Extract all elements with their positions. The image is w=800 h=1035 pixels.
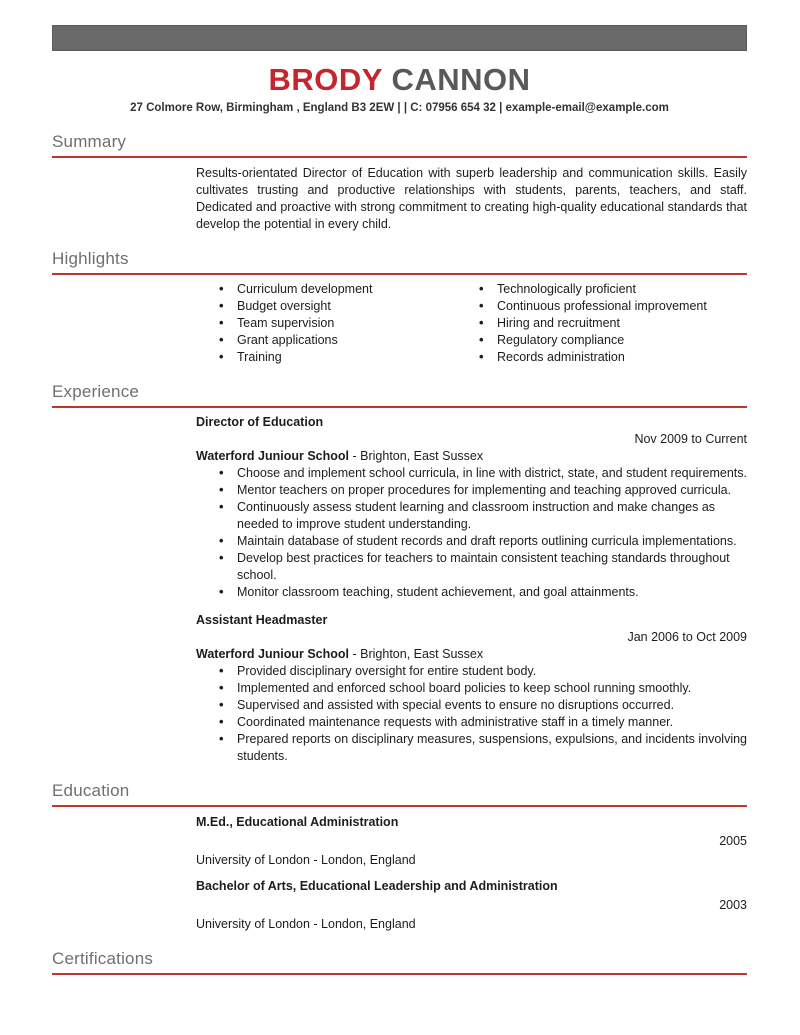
highlight-item: • Training bbox=[196, 349, 456, 366]
section-certifications bbox=[52, 948, 747, 975]
candidate-last-name: CANNON bbox=[391, 62, 531, 97]
summary-body bbox=[196, 165, 747, 233]
contact-line: 27 Colmore Row, Birmingham , England B3 2EW | | C: 07956 654 32 | example-email@example.com bbox=[130, 102, 669, 114]
company-name: Waterford Juniour School bbox=[196, 449, 350, 463]
highlight-item: • Regulatory compliance bbox=[456, 332, 747, 349]
job-bullet-item: • Maintain database of student records and draft reports outlining curricula implementations. bbox=[196, 533, 747, 550]
header-bar bbox=[52, 25, 747, 51]
highlights-column-2 bbox=[456, 281, 747, 366]
job-bullet-list bbox=[196, 663, 747, 765]
job-title: Director of Education bbox=[196, 415, 324, 429]
degree-year: 2003 bbox=[719, 898, 747, 912]
certifications-heading: Certifications bbox=[52, 948, 747, 975]
highlights-heading: Highlights bbox=[52, 248, 747, 275]
job-entry bbox=[196, 414, 747, 601]
job-location: - Brighton, East Sussex bbox=[352, 647, 484, 661]
highlight-item: • Continuous professional improvement bbox=[456, 298, 747, 315]
degree-name: Bachelor of Arts, Educational Leadership and Administration bbox=[196, 879, 558, 893]
degree-school: University of London - London, England bbox=[196, 853, 416, 867]
experience-body bbox=[196, 414, 747, 765]
highlights-columns bbox=[196, 281, 747, 366]
highlight-item: • Grant applications bbox=[196, 332, 456, 349]
job-bullet-item: • Implemented and enforced school board policies to keep school running smoothly. bbox=[196, 680, 747, 697]
company-line bbox=[196, 448, 747, 465]
company-name: Waterford Juniour School bbox=[196, 647, 350, 661]
job-bullet-item: • Choose and implement school curricula, in line with district, state, and student requirements. bbox=[196, 465, 747, 482]
experience-heading: Experience bbox=[52, 381, 747, 408]
highlight-item: • Budget oversight bbox=[196, 298, 456, 315]
section-education bbox=[52, 780, 747, 933]
job-bullet-item: • Provided disciplinary oversight for entire student body. bbox=[196, 663, 747, 680]
highlight-item: • Records administration bbox=[456, 349, 747, 366]
highlight-item: • Hiring and recruitment bbox=[456, 315, 747, 332]
candidate-name bbox=[52, 62, 747, 98]
job-entry bbox=[196, 612, 747, 765]
job-bullet-item: • Develop best practices for teachers to maintain consistent teaching standards throughout school. bbox=[196, 550, 747, 584]
summary-paragraph: Results-orientated Director of Education with superb leadership and communication skills. Easily cultivates trusting and productive relationships with students, parents, teachers, and staff. Dedicated and proactive with strong commitment to creating high-quality educational standards that develop the potential in every child. bbox=[196, 166, 747, 231]
highlights-column-1 bbox=[196, 281, 456, 366]
degree-entry bbox=[196, 814, 747, 869]
degree-entry bbox=[196, 878, 747, 933]
education-heading: Education bbox=[52, 780, 747, 807]
degree-school: University of London - London, England bbox=[196, 917, 416, 931]
degree-year: 2005 bbox=[719, 834, 747, 848]
job-bullet-item: • Monitor classroom teaching, student achievement, and goal attainments. bbox=[196, 584, 747, 601]
job-bullet-item: • Continuously assess student learning and classroom instruction and make changes as needed to improve student understanding. bbox=[196, 499, 747, 533]
section-highlights bbox=[52, 248, 747, 366]
job-bullet-item: • Coordinated maintenance requests with administrative staff in a timely manner. bbox=[196, 714, 747, 731]
candidate-first-name: BRODY bbox=[268, 62, 383, 97]
job-title: Assistant Headmaster bbox=[196, 613, 328, 627]
job-bullet-item: • Prepared reports on disciplinary measures, suspensions, expulsions, and incidents involving students. bbox=[196, 731, 747, 765]
education-body bbox=[196, 814, 747, 933]
highlight-item: • Curriculum development bbox=[196, 281, 456, 298]
section-summary bbox=[52, 131, 747, 233]
job-dates: Nov 2009 to Current bbox=[634, 432, 747, 446]
degree-name: M.Ed., Educational Administration bbox=[196, 815, 399, 829]
job-dates: Jan 2006 to Oct 2009 bbox=[627, 630, 747, 644]
job-bullet-item: • Supervised and assisted with special events to ensure no disruptions occurred. bbox=[196, 697, 747, 714]
company-line bbox=[196, 646, 747, 663]
highlight-item: • Team supervision bbox=[196, 315, 456, 332]
summary-heading: Summary bbox=[52, 131, 747, 158]
section-experience bbox=[52, 381, 747, 765]
job-bullet-item: • Mentor teachers on proper procedures for implementing and teaching approved curricula. bbox=[196, 482, 747, 499]
job-location: - Brighton, East Sussex bbox=[352, 449, 484, 463]
job-bullet-list bbox=[196, 465, 747, 601]
highlight-item: • Technologically proficient bbox=[456, 281, 747, 298]
